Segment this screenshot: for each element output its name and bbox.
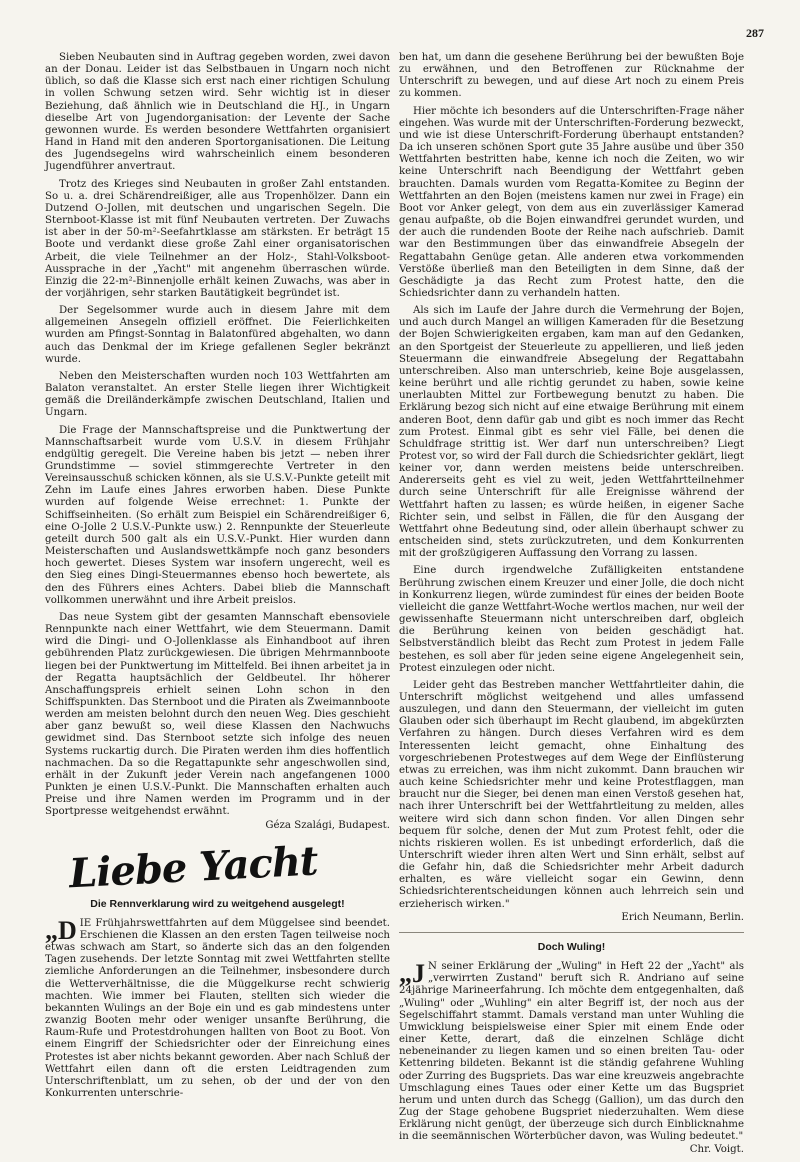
paragraph: Neben den Meisterschaften wurden noch 103 Wettfahrten am Balaton veranstaltet. An erster Stelle liegen ihrer Wichtigkeit gemäß die Dreiländerkämpfe zwischen Deutschland, Italien und Ungarn. <box>45 370 390 419</box>
liebe-yacht-logo: Liebe Yacht <box>67 837 319 898</box>
letter-body <box>399 961 744 1143</box>
paragraph: Trotz des Krieges sind Neubauten in großer Zahl entstanden. So u. a. drei Schärendreißiger, alle aus Tropenhölzer. Dann ein Dutzend O-Jollen, mit deutschen und ungarischen Segeln. Die Sternboot-Klasse ist mit fünf Neubauten vertreten. Der Zuwachs ist aber in der 50-m²-Seefahrtklasse am stärksten. Er beträgt 15 Boote und verdankt diese große Zahl einer organisatorischen Arbeit, die viele Teilnehmer an der Holz-, Stahl-Volksboot-Aussprache in der „Yacht" mit angenehm überraschen würde. Einzig die 22-m²-Binnenjolle erhält keinen Zuwachs, was aber in der vorjährigen, sehr starken Bautätigkeit begründet ist. <box>45 178 390 299</box>
paragraph: Hier möchte ich besonders auf die Unterschriften-Frage näher eingehen. Was wurde mit der Unterschriften-Forderung bezweckt, und wie ist diese Unterschrift-Forderung überhaupt entstanden? Da ich unseren schönen Sport gute 35 Jahre ausübe und über 350 Wettfahrten bestritten habe, kenne ich noch die Zeiten, wo wir keine Unterschrift nach Beendigung der Wettfahrt geben brauchten. Damals wurden vom Regatta-Komitee zu Beginn der Wettfahrten an den Bojen (meistens kamen nur zwei in Frage) ein Boot vor Anker gelegt, von dem aus ein zuverlässiger Kamerad genau aufpaßte, ob die Bojen einwandfrei gerundet wurden, und der auch die rundenden Boote der Reihe nach aufschrieb. Damit war den Bestimmungen über das einwandfreie Absegeln der Regattabahn Genüge getan. Alle anderen etwa vorkommenden Verstöße überließ man den Beteiligten in dem Sinne, daß der Geschädigte ja das Recht zum Protest hatte, den die Schiedsrichter dann zu verhandeln hatten. <box>399 105 744 299</box>
page-number: 287 <box>746 26 764 40</box>
letter-title: Die Rennverklarung wird zu weitgehend ausgelegt! <box>90 897 345 910</box>
right-column <box>399 52 744 1162</box>
author-signature: Chr. Voigt. <box>689 1144 744 1156</box>
paragraph: Der Segelsommer wurde auch in diesem Jahre mit dem allgemeinen Ansegeln offiziell eröffnet. Die Feierlichkeiten wurden am Pfingst-Sonntag in Balatonfüred abgehalten, wo dann auch das Denkmal der im Kriege gefallenen Segler bekränzt wurde. <box>45 305 390 365</box>
drop-cap: „D <box>45 915 77 945</box>
paragraph: Das neue System gibt der gesamten Mannschaft ebensoviele Rennpunkte nach einer Wettfahrt, wie dem Steuermann. Damit wird die Dingi- und O-Jollenklasse als Einhandboot auf ihren gebührenden Platz zurückgewiesen. Die übrigen Mehrmannboote liegen bei der Punktwertung im Mittelfeld. Bei ihnen arbeitet ja in der Regatta hauptsächlich der Geldbeutel. Ihr höherer Anschaffungspreis erhielt seinen Lohn schon in den Schiffspunkten. Das Sternboot und die Piraten als Zweimannboote werden am meisten belohnt durch den neuen Weg. Dies geschieht aber ganz bewußt so, weil diese Klassen den Nachwuchs gewidmet sind. Das Sternboot setzte sich infolge des neuen Systems ruckartig durch. Die Piraten werden ihm dies hoffentlich nachmachen. Da so die Regattapunkte sehr angeschwollen sind, erhält in der Zukunft jeder Verein nach angefangenen 1000 Punkten je einen U.S.V.-Punkt. Die Mannschaften erhalten auch Preise und ihre Namen werden im Programm und in der Sportpresse weitgehendst erwähnt. <box>45 611 390 818</box>
letter-text: IE Frühjahrswettfahrten auf dem Müggelsee sind beendet. Erschienen die Klassen an den ersten Tagen teilweise noch etwas schwach am Start, so änderte sich das an den folgenden Tagen zusehends. Der letzte Sonntag mit zwei Wettfahrten stellte ziemliche Anforderungen an die Teilnehmer, insbesondere durch die Wetterverhältnisse, die die Müggelkurse recht schwierig machten. Wie immer bei Flauten, stellten sich wieder die bekannten Wulings an der Boje ein und es gab mindestens unter zwanzig Booten mehr oder weniger unsanfte Berührung, die Raum-Rufe und Protestdrohungen hallten von Boot zu Boot. Von einem Eingriff der Schiedsrichter oder der Einreichung eines Protestes ist aber nichts bekannt geworden. Aber nach Schluß der Wettfahrt eilen dann oft die ersten Leidtragenden zum Unterschriftenblatt, um zu sehen, ob der und der von den Konkurrenten unterschrie- <box>45 917 390 1100</box>
author-signature: Géza Szalági, Budapest. <box>265 819 390 831</box>
author-signature: Erich Neumann, Berlin. <box>621 911 744 923</box>
divider <box>399 932 744 933</box>
paragraph: Als sich im Laufe der Jahre durch die Vermehrung der Bojen, und auch durch Mangel an willigen Kameraden für die Besetzung der Bojen Schwierigkeiten ergaben, kam man auf den Gedanken, an den Sportgeist der Steuerleute zu appellieren, und ließ jeden Steuermann die einwandfreie Absegelung der Regattabahn unterschreiben. Also man unterschrieb, keine Boje ausgelassen, keine berührt und alle richtig gerundet zu haben, sowie keine unerlaubten Mittel zur Fortbewegung benutzt zu haben. Die Erklärung bezog sich nicht auf eine etwaige Berührung mit einem anderen Boot, denn dafür gab und gibt es noch immer das Recht zum Protest. Einmal gibt es sehr viel Fälle, bei denen die Schuldfrage strittig ist. Wer darf nun unterschreiben? Liegt Protest vor, so wird der Fall durch die Schiedsrichter geklärt, liegt keiner vor, dann werden meistens beide unterschreiben. Andererseits geht es viel zu weit, jeden Wettfahrtteilnehmer durch seine Unterschrift für alle Ereignisse während der Wettfahrt haften zu lassen; es würde heißen, in eigener Sache Richter sein, und selbst in Fällen, die für den Ausgang der Wettfahrt ohne Bedeutung sind, oder allein überhaupt schwer zu entscheiden sind, stets zurückzutreten, und dem Konkurrenten mit der großzügigeren Auffassung den Vorrang zu lassen. <box>399 305 744 560</box>
letter-title: Doch Wuling! <box>537 940 606 953</box>
drop-cap: „J <box>399 959 425 989</box>
paragraph: ben hat, um dann die gesehene Berührung bei der bewußten Boje zu erwähnen, und den Betroffenen zur Rücknahme der Unterschrift zu bewegen, und auf diese Art noch zu einem Preis zu kommen. <box>399 52 744 100</box>
paragraph: Leider geht das Bestreben mancher Wettfahrtleiter dahin, die Unterschrift möglichst weitgehend und alles umfassend auszulegen, und dann den Steuermann, der vielleicht im guten Glauben oder sich überhaupt im Recht glaubend, im abgekürzten Verfahren zu hängen. Durch dieses Verfahren wird es dem Interessenten leicht gemacht, ohne Einhaltung des vorgeschriebenen Protestweges auf dem Wege der Einflüsterung etwas zu erreichen, was ihm nicht zukommt. Dann brauchen wir auch keine Schiedsrichter mehr und keine Protestflaggen, man braucht nur die Sieger, bei denen man einen Verstoß gesehen hat, nach ihrer Unterschrift bei der Wettfahrtleitung zu melden, alles weitere wird sich dann schon finden. Vor allen Dingen sehr bequem für solche, denen der Mut zum Protest fehlt, oder die nichts riskieren wollen. Es ist unbedingt erforderlich, daß die Unterschrift wieder ihren alten Wert und Sinn erhält, selbst auf die Gefahr hin, daß die Schiedsrichter mehr Arbeit dadurch erhalten, es wäre vielleicht sogar ein Gewinn, denn Schiedsrichterentscheidungen können auch lehrreich sein und erzieherisch wirken." <box>399 679 744 910</box>
paragraph: Sieben Neubauten sind in Auftrag gegeben worden, zwei davon an der Donau. Leider ist das Selbstbauen in Ungarn noch nicht üblich, so daß die Klasse sich erst nach einer richtigen Schulung in vollen Schwung setzen wird. Sehr wichtig ist in dieser Beziehung, daß ähnlich wie in Deutschland die HJ., in Ungarn dieselbe Art von Jugendorganisation: der Levente der Sache gewonnen wurde. Es werden besondere Wettfahrten organisiert Hand in Hand mit den anderen Sportorganisationen. Die Leitung des Jugendsegelns wird wahrscheinlich einem besonderen Jugendführer anvertraut. <box>45 52 390 173</box>
letter-body <box>45 915 390 1100</box>
letter-text: N seiner Erklärung der „Wuling" in Heft 22 der „Yacht" als „verwirrten Zustand" beruft sich R. Andriano auf seine 24jährige Marineerfahrung. Ich möchte dem entgegenhalten, daß „Wuling" oder „Wuhling" ein alter Begriff ist, der noch aus der Segelschiffahrt stammt. Damals verstand man unter Wuhling die Umwicklung beispielsweise einer Spier mit einem Ende oder einer Kette, derart, daß die einzelnen Schläge dicht nebeneinander zu liegen kamen und so einen breiten Tau- oder Kettenring bildeten. Bekannt ist die ständig gefahrene Wuhling oder Zurring des Bugspriets. Das war eine kreuzweis angebrachte Umschlagung eines Taues oder einer Kette um das Bugspriet herum und unten durch das Schegg (Gallion), um das durch den Zug der Stage gehobene Bugspriet niederzuhalten. Wem diese Erklärung nicht genügt, der überzeuge sich durch Einblicknahme in die seemännischen Wörterbücher davon, was Wuling bedeutet." <box>399 961 744 1143</box>
left-column <box>45 52 390 1105</box>
paragraph: Eine durch irgendwelche Zufälligkeiten entstandene Berührung zwischen einem Kreuzer und einer Jolle, die doch nicht in Konkurrenz liegen, würde zumindest für eines der beiden Boote vielleicht die ganze Wettfahrt-Woche wertlos machen, nur weil der gewissenhafte Steuermann nicht unterschreiben darf, obgleich die Berührung keinen von beiden geschädigt hat. Selbstverständlich bleibt das Recht zum Protest in jedem Falle bestehen, es soll aber für jeden seine eigene Angelegenheit sein, Protest einzulegen oder nicht. <box>399 565 744 674</box>
paragraph: Die Frage der Mannschaftspreise und die Punktwertung der Mannschaftsarbeit wurde vom U.S.V. in diesem Frühjahr endgültig geregelt. Die Vereine haben bis jetzt — neben ihrer Grundstimme — soviel stimmgerechte Vertreter in den Vereinsausschuß schicken können, als sie U.S.V.-Punkte geteilt mit Zehn im Laufe eines Jahres erworben haben. Diese Punkte wurden auf folgende Weise errechnet: 1. Punkte der Schiffseinheiten. (So erhält zum Beispiel ein Schärendreißiger 6, eine O-Jolle 2 U.S.V.-Punkte usw.) 2. Rennpunkte der Steuerleute geteilt durch 500 galt als ein U.S.V.-Punkt. Hier wurden dann Meisterschaften und Auslandswettkämpfe noch ganz besonders hoch gewertet. Dieses System war insofern ungerecht, weil es den Sieg eines Dingi-Steuermannes ebenso hoch bewertete, als den des Führers eines Achters. Dabei blieb die Mannschaft vollkommen unerwähnt und ihre Arbeit preislos. <box>45 424 390 606</box>
